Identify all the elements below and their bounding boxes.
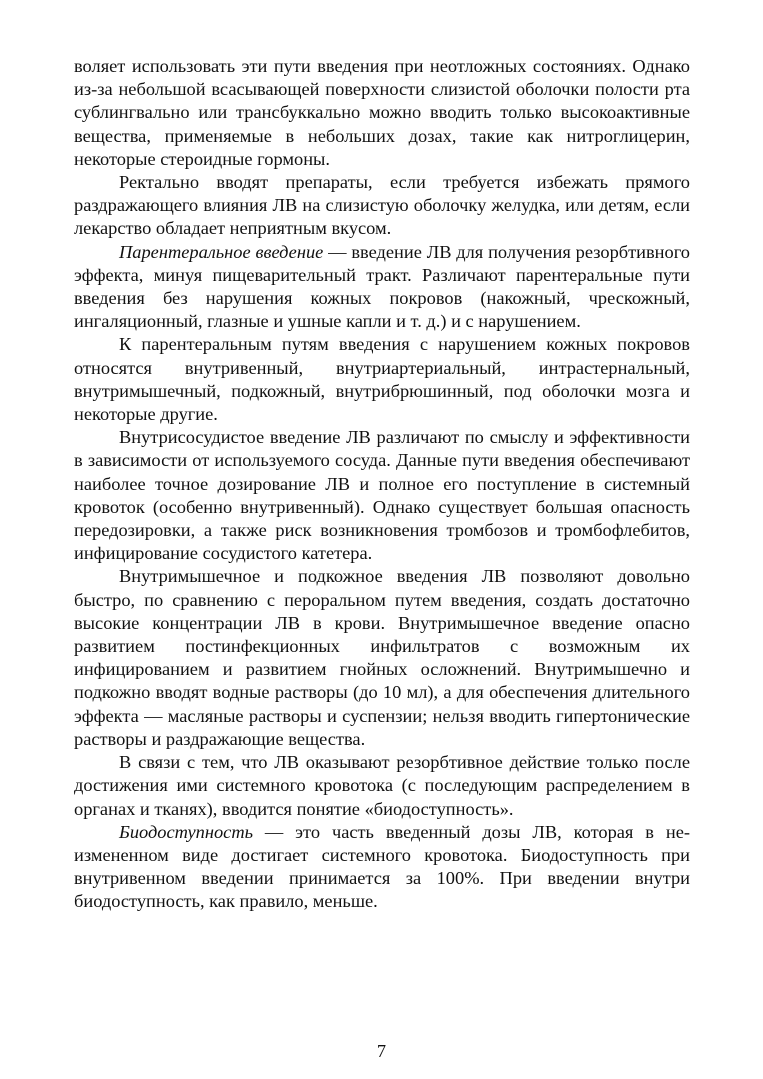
paragraph-rectal-route [74,171,690,241]
term-parenteral-administration: Парентеральное введение [119,241,324,262]
paragraph-text: Ректально вводят препараты, если требуется избежать прямого раздражающего влияния ЛВ на слизистую оболочку желудка, или детям, если лекарство обладает неприятным вкусом. [74,172,690,239]
paragraph-text: В связи с тем, что ЛВ оказывают резорбтивное действие только после достижения ими системного кровотока (с последующим распределением в органах и тканях), вводится понятие «биодоступность». [74,752,690,819]
paragraph-text: — введение ЛВ для получения резорбтивного эффекта, минуя пищеварительный тракт. Различают парентеральные пути введения без нарушения кожных покровов (накожный, чрескожный, ингаляционный, глазные и ушные капли и т. д.) и с нарушением. [74,241,690,332]
term-bioavailability: Биодоступность [119,821,253,842]
paragraph-bioavailability-definition [74,821,690,914]
paragraph-bioavailability-intro [74,751,690,821]
paragraph-intramuscular-subcutaneous [74,565,690,751]
paragraph-continued-from-previous-page [74,55,690,171]
paragraph-parenteral-definition [74,241,690,334]
paragraph-text: Внутримышечное и подкожное введения ЛВ позволяют довольно быстро, по сравнению с пероральном путем введения, создать достаточно высокие концентрации ЛВ в крови. Внутримышечное введение опасно развитием постинфекционных инфильтратов с возможным их инфицированием и развитием гнойных осложнений. Внутримышечно и подкожно вводят водные растворы (до 10 мл), а для обеспечения длительного эффекта — масляные растворы и суспензии; нельзя вводить гипертонические растворы и раздражающие вещества. [74,566,690,749]
paragraph-text: воляет использовать эти пути введения при неотложных состояниях. Однако из-за небольшой всасывающей поверхности слизистой оболочки полости рта сублингвально или трансбуккально можно вводить только высокоактивные вещества, применяемые в небольших дозах, такие как нитроглицерин, некоторые стероидные гормоны. [74,56,690,169]
paragraph-text: К парентеральным путям введения с нарушением кожных покровов относятся внутривенный, внутриартериальный, интрастернальный, внутримышечный, подкожный, внутрибрюшинный, под оболочки мозга и некоторые другие. [74,334,690,425]
paragraph-parenteral-routes-list [74,333,690,426]
page-body [74,55,690,914]
paragraph-text: — это часть введенный дозы ЛВ, которая в неизмененном виде достигает системного кровотока. Биодоступность при внутривенном введении принимается за 100%. При введении внутри биодоступность, как правило, меньше. [74,821,690,912]
paragraph-intravascular [74,426,690,565]
paragraph-text: Внутрисосудистое введение ЛВ различают по смыслу и эффективности в зависимости от используемого сосуда. Данные пути введения обеспечивают наиболее точное дозирование ЛВ и полное его поступление в системный кровоток (особенно внутривенный). Однако существует большая опасность передозировки, а также риск возникновения тромбозов и тромбофлебитов, инфицирование сосудистого катетера. [74,427,690,564]
page-number: 7 [376,1041,387,1061]
